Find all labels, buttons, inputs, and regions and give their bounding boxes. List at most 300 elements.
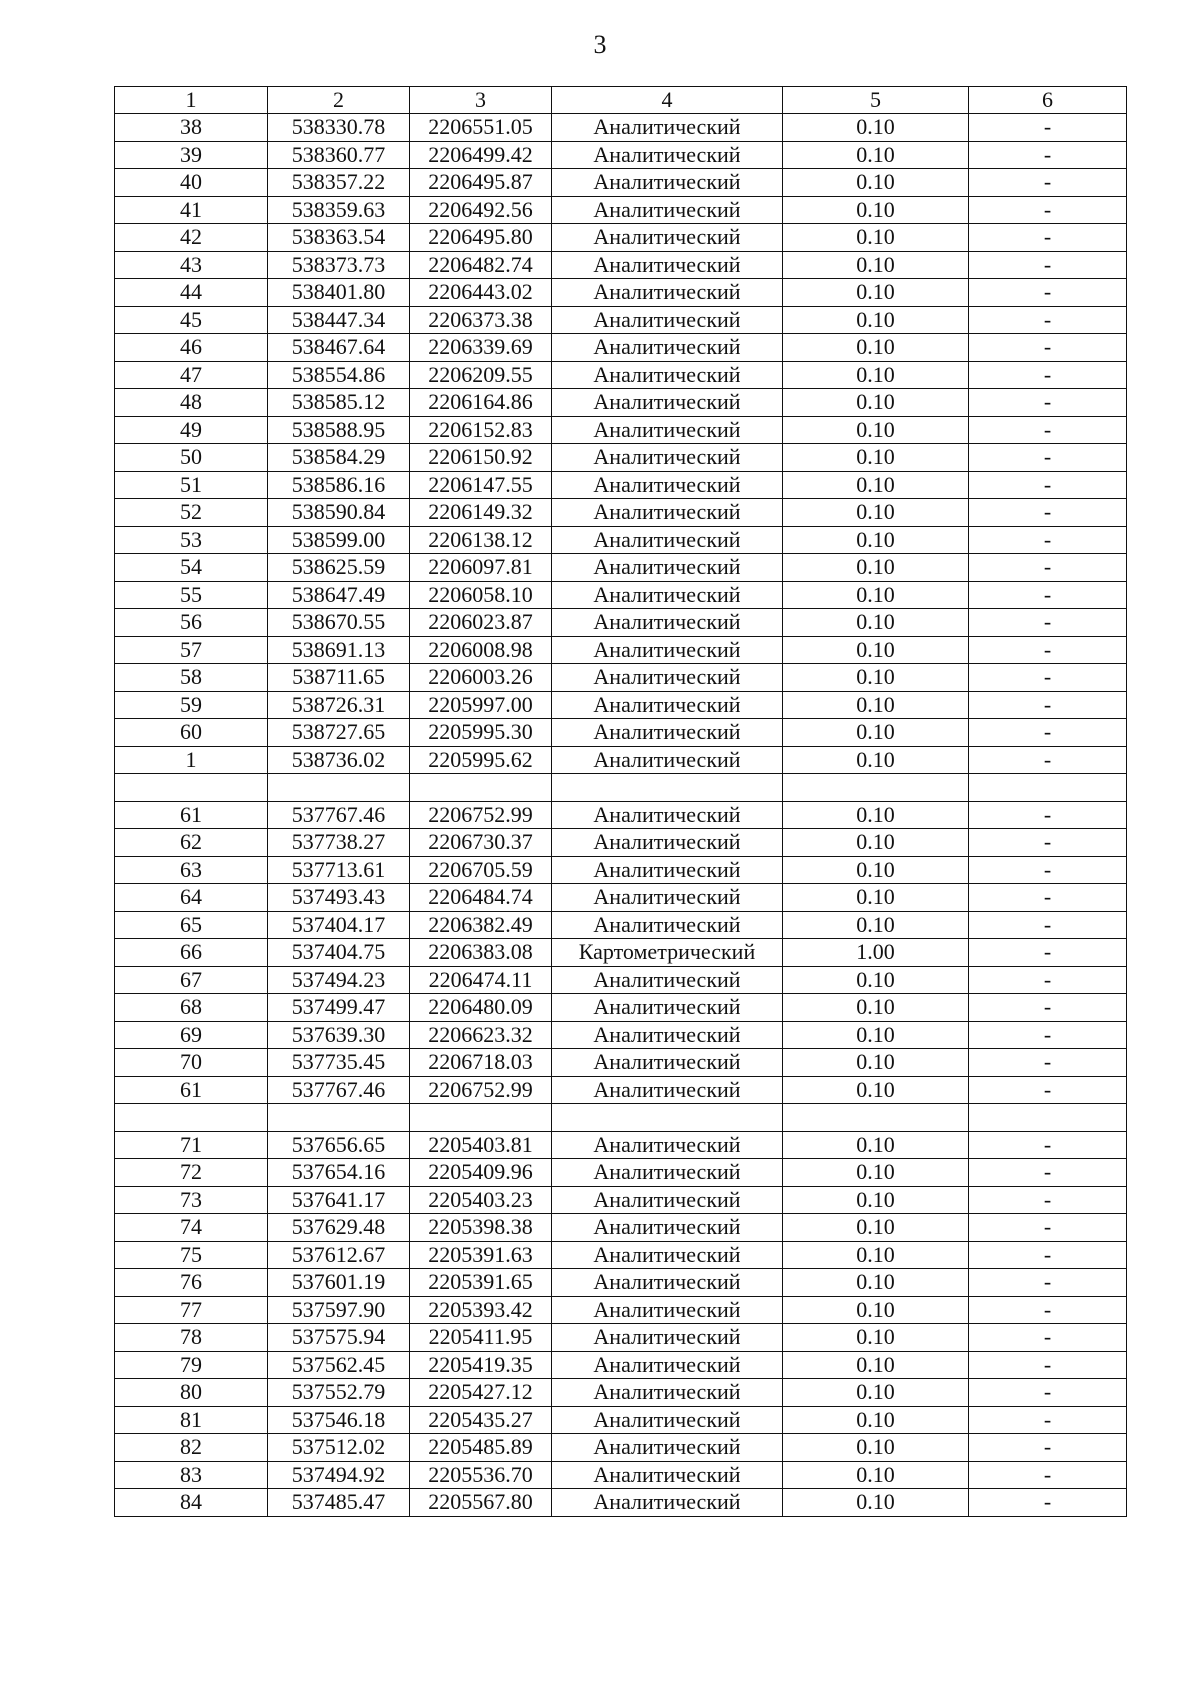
accuracy-cell: 0.10 xyxy=(783,829,969,857)
point-number-cell: 78 xyxy=(115,1324,268,1352)
table-row xyxy=(115,1186,1127,1214)
x-coordinate-cell: 538691.13 xyxy=(268,636,410,664)
accuracy-cell: 0.10 xyxy=(783,609,969,637)
point-number-cell: 80 xyxy=(115,1379,268,1407)
y-coordinate-cell: 2206003.26 xyxy=(410,664,552,692)
accuracy-cell xyxy=(783,774,969,802)
table-row xyxy=(115,334,1127,362)
accuracy-cell: 0.10 xyxy=(783,169,969,197)
accuracy-cell: 0.10 xyxy=(783,471,969,499)
accuracy-cell: 0.10 xyxy=(783,196,969,224)
note-cell: - xyxy=(969,169,1127,197)
note-cell: - xyxy=(969,251,1127,279)
method-cell: Аналитический xyxy=(552,141,783,169)
x-coordinate-cell: 538359.63 xyxy=(268,196,410,224)
x-coordinate-cell: 537575.94 xyxy=(268,1324,410,1352)
x-coordinate-cell: 538599.00 xyxy=(268,526,410,554)
x-coordinate-cell: 537639.30 xyxy=(268,1021,410,1049)
accuracy-cell: 0.10 xyxy=(783,1131,969,1159)
method-cell: Аналитический xyxy=(552,1159,783,1187)
method-cell: Картометрический xyxy=(552,939,783,967)
point-number-cell: 47 xyxy=(115,361,268,389)
point-number-cell: 58 xyxy=(115,664,268,692)
y-coordinate-cell: 2206209.55 xyxy=(410,361,552,389)
table-row xyxy=(115,169,1127,197)
point-number-cell: 74 xyxy=(115,1214,268,1242)
y-coordinate-cell: 2205995.62 xyxy=(410,746,552,774)
point-number-cell: 71 xyxy=(115,1131,268,1159)
point-number-cell: 51 xyxy=(115,471,268,499)
point-number-cell: 68 xyxy=(115,994,268,1022)
table-row xyxy=(115,499,1127,527)
accuracy-cell: 0.10 xyxy=(783,801,969,829)
table-row xyxy=(115,609,1127,637)
method-cell: Аналитический xyxy=(552,746,783,774)
x-coordinate-cell: 537629.48 xyxy=(268,1214,410,1242)
note-cell: - xyxy=(969,609,1127,637)
note-cell: - xyxy=(969,224,1127,252)
table-row xyxy=(115,746,1127,774)
accuracy-cell: 0.10 xyxy=(783,1351,969,1379)
x-coordinate-cell: 538363.54 xyxy=(268,224,410,252)
y-coordinate-cell: 2205536.70 xyxy=(410,1461,552,1489)
y-coordinate-cell: 2206164.86 xyxy=(410,389,552,417)
x-coordinate-cell: 538360.77 xyxy=(268,141,410,169)
note-cell: - xyxy=(969,994,1127,1022)
y-coordinate-cell: 2206058.10 xyxy=(410,581,552,609)
note-cell: - xyxy=(969,279,1127,307)
method-cell: Аналитический xyxy=(552,1324,783,1352)
table-separator-row xyxy=(115,774,1127,802)
point-number-cell: 39 xyxy=(115,141,268,169)
table-row xyxy=(115,114,1127,142)
table-row xyxy=(115,1269,1127,1297)
accuracy-cell: 0.10 xyxy=(783,1049,969,1077)
x-coordinate-cell: 538670.55 xyxy=(268,609,410,637)
x-coordinate-cell: 537494.23 xyxy=(268,966,410,994)
method-cell xyxy=(552,774,783,802)
point-number-cell: 52 xyxy=(115,499,268,527)
accuracy-cell: 0.10 xyxy=(783,306,969,334)
table-row xyxy=(115,1324,1127,1352)
y-coordinate-cell: 2205398.38 xyxy=(410,1214,552,1242)
x-coordinate-cell: 538585.12 xyxy=(268,389,410,417)
note-cell: - xyxy=(969,719,1127,747)
x-coordinate-cell: 538357.22 xyxy=(268,169,410,197)
method-cell: Аналитический xyxy=(552,1406,783,1434)
note-cell: - xyxy=(969,334,1127,362)
table-row xyxy=(115,141,1127,169)
x-coordinate-cell: 537654.16 xyxy=(268,1159,410,1187)
point-number-cell: 48 xyxy=(115,389,268,417)
note-cell: - xyxy=(969,884,1127,912)
x-coordinate-cell: 538584.29 xyxy=(268,444,410,472)
column-header-4: 4 xyxy=(552,87,783,114)
note-cell: - xyxy=(969,966,1127,994)
table-row xyxy=(115,856,1127,884)
table-row xyxy=(115,1076,1127,1104)
x-coordinate-cell: 537499.47 xyxy=(268,994,410,1022)
x-coordinate-cell: 538586.16 xyxy=(268,471,410,499)
note-cell: - xyxy=(969,1351,1127,1379)
method-cell: Аналитический xyxy=(552,994,783,1022)
point-number-cell: 50 xyxy=(115,444,268,472)
table-row xyxy=(115,911,1127,939)
table-row xyxy=(115,196,1127,224)
table-row xyxy=(115,1461,1127,1489)
table-row xyxy=(115,389,1127,417)
y-coordinate-cell: 2206752.99 xyxy=(410,801,552,829)
point-number-cell: 61 xyxy=(115,1076,268,1104)
table-row xyxy=(115,719,1127,747)
y-coordinate-cell: 2206443.02 xyxy=(410,279,552,307)
x-coordinate-cell: 537552.79 xyxy=(268,1379,410,1407)
x-coordinate-cell: 538401.80 xyxy=(268,279,410,307)
note-cell: - xyxy=(969,1076,1127,1104)
method-cell: Аналитический xyxy=(552,1461,783,1489)
point-number-cell: 81 xyxy=(115,1406,268,1434)
point-number-cell: 44 xyxy=(115,279,268,307)
accuracy-cell: 0.10 xyxy=(783,719,969,747)
method-cell: Аналитический xyxy=(552,664,783,692)
y-coordinate-cell: 2206138.12 xyxy=(410,526,552,554)
point-number-cell: 63 xyxy=(115,856,268,884)
point-number-cell: 65 xyxy=(115,911,268,939)
table-row xyxy=(115,1379,1127,1407)
x-coordinate-cell: 538736.02 xyxy=(268,746,410,774)
table-row xyxy=(115,801,1127,829)
y-coordinate-cell: 2206149.32 xyxy=(410,499,552,527)
accuracy-cell: 0.10 xyxy=(783,664,969,692)
table-row xyxy=(115,1214,1127,1242)
method-cell: Аналитический xyxy=(552,1076,783,1104)
method-cell: Аналитический xyxy=(552,526,783,554)
method-cell: Аналитический xyxy=(552,1021,783,1049)
x-coordinate-cell: 537546.18 xyxy=(268,1406,410,1434)
method-cell: Аналитический xyxy=(552,279,783,307)
accuracy-cell: 0.10 xyxy=(783,1186,969,1214)
note-cell: - xyxy=(969,416,1127,444)
method-cell xyxy=(552,1104,783,1132)
accuracy-cell: 0.10 xyxy=(783,114,969,142)
point-number-cell: 1 xyxy=(115,746,268,774)
note-cell: - xyxy=(969,361,1127,389)
point-number-cell: 73 xyxy=(115,1186,268,1214)
accuracy-cell: 0.10 xyxy=(783,1406,969,1434)
y-coordinate-cell: 2206623.32 xyxy=(410,1021,552,1049)
y-coordinate-cell: 2206495.80 xyxy=(410,224,552,252)
accuracy-cell: 0.10 xyxy=(783,499,969,527)
table-row xyxy=(115,1489,1127,1517)
accuracy-cell: 0.10 xyxy=(783,966,969,994)
column-header-1: 1 xyxy=(115,87,268,114)
x-coordinate-cell: 537767.46 xyxy=(268,801,410,829)
method-cell: Аналитический xyxy=(552,1351,783,1379)
y-coordinate-cell xyxy=(410,774,552,802)
y-coordinate-cell: 2206499.42 xyxy=(410,141,552,169)
accuracy-cell: 0.10 xyxy=(783,224,969,252)
accuracy-cell: 0.10 xyxy=(783,1324,969,1352)
column-header-3: 3 xyxy=(410,87,552,114)
y-coordinate-cell: 2206718.03 xyxy=(410,1049,552,1077)
point-number-cell: 79 xyxy=(115,1351,268,1379)
accuracy-cell: 0.10 xyxy=(783,526,969,554)
note-cell: - xyxy=(969,746,1127,774)
table-row xyxy=(115,829,1127,857)
note-cell: - xyxy=(969,1049,1127,1077)
y-coordinate-cell: 2205419.35 xyxy=(410,1351,552,1379)
y-coordinate-cell: 2206147.55 xyxy=(410,471,552,499)
accuracy-cell xyxy=(783,1104,969,1132)
method-cell: Аналитический xyxy=(552,251,783,279)
note-cell: - xyxy=(969,1159,1127,1187)
note-cell: - xyxy=(969,554,1127,582)
coordinates-table-body xyxy=(115,87,1127,1517)
accuracy-cell: 0.10 xyxy=(783,911,969,939)
note-cell: - xyxy=(969,856,1127,884)
method-cell: Аналитический xyxy=(552,416,783,444)
y-coordinate-cell: 2205435.27 xyxy=(410,1406,552,1434)
y-coordinate-cell: 2206705.59 xyxy=(410,856,552,884)
method-cell: Аналитический xyxy=(552,966,783,994)
y-coordinate-cell: 2206480.09 xyxy=(410,994,552,1022)
note-cell: - xyxy=(969,114,1127,142)
y-coordinate-cell: 2206730.37 xyxy=(410,829,552,857)
point-number-cell: 77 xyxy=(115,1296,268,1324)
note-cell: - xyxy=(969,1131,1127,1159)
accuracy-cell: 0.10 xyxy=(783,636,969,664)
method-cell: Аналитический xyxy=(552,169,783,197)
note-cell: - xyxy=(969,389,1127,417)
note-cell: - xyxy=(969,1269,1127,1297)
y-coordinate-cell: 2205997.00 xyxy=(410,691,552,719)
y-coordinate-cell: 2206492.56 xyxy=(410,196,552,224)
table-row xyxy=(115,361,1127,389)
note-cell: - xyxy=(969,1406,1127,1434)
point-number-cell: 56 xyxy=(115,609,268,637)
y-coordinate-cell: 2206474.11 xyxy=(410,966,552,994)
method-cell: Аналитический xyxy=(552,1379,783,1407)
point-number-cell: 40 xyxy=(115,169,268,197)
point-number-cell: 53 xyxy=(115,526,268,554)
x-coordinate-cell: 537713.61 xyxy=(268,856,410,884)
method-cell: Аналитический xyxy=(552,1049,783,1077)
accuracy-cell: 0.10 xyxy=(783,581,969,609)
method-cell: Аналитический xyxy=(552,1269,783,1297)
table-row xyxy=(115,636,1127,664)
method-cell: Аналитический xyxy=(552,609,783,637)
note-cell: - xyxy=(969,1296,1127,1324)
table-row xyxy=(115,224,1127,252)
note-cell: - xyxy=(969,196,1127,224)
point-number-cell: 66 xyxy=(115,939,268,967)
accuracy-cell: 0.10 xyxy=(783,554,969,582)
note-cell: - xyxy=(969,1379,1127,1407)
accuracy-cell: 0.10 xyxy=(783,1241,969,1269)
y-coordinate-cell: 2206152.83 xyxy=(410,416,552,444)
table-row xyxy=(115,939,1127,967)
point-number-cell xyxy=(115,774,268,802)
x-coordinate-cell: 538727.65 xyxy=(268,719,410,747)
method-cell: Аналитический xyxy=(552,829,783,857)
method-cell: Аналитический xyxy=(552,581,783,609)
accuracy-cell: 0.10 xyxy=(783,361,969,389)
note-cell: - xyxy=(969,829,1127,857)
table-row xyxy=(115,691,1127,719)
x-coordinate-cell: 537512.02 xyxy=(268,1434,410,1462)
coordinates-table xyxy=(114,86,1127,1517)
table-separator-row xyxy=(115,1104,1127,1132)
point-number-cell: 67 xyxy=(115,966,268,994)
x-coordinate-cell: 537404.17 xyxy=(268,911,410,939)
method-cell: Аналитический xyxy=(552,911,783,939)
accuracy-cell: 0.10 xyxy=(783,1269,969,1297)
note-cell: - xyxy=(969,306,1127,334)
method-cell: Аналитический xyxy=(552,389,783,417)
x-coordinate-cell: 538373.73 xyxy=(268,251,410,279)
y-coordinate-cell: 2205403.23 xyxy=(410,1186,552,1214)
x-coordinate-cell: 537612.67 xyxy=(268,1241,410,1269)
table-row xyxy=(115,471,1127,499)
accuracy-cell: 0.10 xyxy=(783,251,969,279)
method-cell: Аналитический xyxy=(552,1241,783,1269)
point-number-cell: 57 xyxy=(115,636,268,664)
accuracy-cell: 0.10 xyxy=(783,691,969,719)
column-header-5: 5 xyxy=(783,87,969,114)
point-number-cell: 75 xyxy=(115,1241,268,1269)
method-cell: Аналитический xyxy=(552,361,783,389)
y-coordinate-cell: 2206339.69 xyxy=(410,334,552,362)
method-cell: Аналитический xyxy=(552,196,783,224)
method-cell: Аналитический xyxy=(552,801,783,829)
x-coordinate-cell: 538447.34 xyxy=(268,306,410,334)
x-coordinate-cell: 537735.45 xyxy=(268,1049,410,1077)
table-row xyxy=(115,994,1127,1022)
method-cell: Аналитический xyxy=(552,224,783,252)
point-number-cell: 61 xyxy=(115,801,268,829)
y-coordinate-cell: 2206008.98 xyxy=(410,636,552,664)
accuracy-cell: 0.10 xyxy=(783,1076,969,1104)
method-cell: Аналитический xyxy=(552,1214,783,1242)
table-row xyxy=(115,526,1127,554)
accuracy-cell: 0.10 xyxy=(783,1214,969,1242)
y-coordinate-cell: 2206023.87 xyxy=(410,609,552,637)
accuracy-cell: 0.10 xyxy=(783,746,969,774)
y-coordinate-cell: 2206373.38 xyxy=(410,306,552,334)
point-number-cell: 43 xyxy=(115,251,268,279)
method-cell: Аналитический xyxy=(552,856,783,884)
table-row xyxy=(115,279,1127,307)
method-cell: Аналитический xyxy=(552,1186,783,1214)
accuracy-cell: 0.10 xyxy=(783,1461,969,1489)
note-cell: - xyxy=(969,911,1127,939)
method-cell: Аналитический xyxy=(552,499,783,527)
x-coordinate-cell: 538588.95 xyxy=(268,416,410,444)
note-cell xyxy=(969,774,1127,802)
accuracy-cell: 0.10 xyxy=(783,856,969,884)
x-coordinate-cell: 537656.65 xyxy=(268,1131,410,1159)
note-cell: - xyxy=(969,691,1127,719)
table-row xyxy=(115,1159,1127,1187)
point-number-cell: 76 xyxy=(115,1269,268,1297)
x-coordinate-cell: 537738.27 xyxy=(268,829,410,857)
note-cell: - xyxy=(969,141,1127,169)
note-cell: - xyxy=(969,471,1127,499)
table-row xyxy=(115,966,1127,994)
x-coordinate-cell: 538590.84 xyxy=(268,499,410,527)
accuracy-cell: 0.10 xyxy=(783,1489,969,1517)
x-coordinate-cell xyxy=(268,774,410,802)
accuracy-cell: 0.10 xyxy=(783,994,969,1022)
note-cell: - xyxy=(969,1214,1127,1242)
method-cell: Аналитический xyxy=(552,1489,783,1517)
point-number-cell xyxy=(115,1104,268,1132)
y-coordinate-cell: 2205409.96 xyxy=(410,1159,552,1187)
x-coordinate-cell: 538467.64 xyxy=(268,334,410,362)
method-cell: Аналитический xyxy=(552,334,783,362)
y-coordinate-cell: 2206383.08 xyxy=(410,939,552,967)
x-coordinate-cell: 538625.59 xyxy=(268,554,410,582)
x-coordinate-cell: 538726.31 xyxy=(268,691,410,719)
point-number-cell: 42 xyxy=(115,224,268,252)
point-number-cell: 49 xyxy=(115,416,268,444)
note-cell: - xyxy=(969,581,1127,609)
y-coordinate-cell: 2205427.12 xyxy=(410,1379,552,1407)
method-cell: Аналитический xyxy=(552,636,783,664)
y-coordinate-cell: 2206097.81 xyxy=(410,554,552,582)
y-coordinate-cell: 2205995.30 xyxy=(410,719,552,747)
method-cell: Аналитический xyxy=(552,1434,783,1462)
note-cell: - xyxy=(969,664,1127,692)
x-coordinate-cell: 537404.75 xyxy=(268,939,410,967)
point-number-cell: 83 xyxy=(115,1461,268,1489)
table-row xyxy=(115,1434,1127,1462)
y-coordinate-cell: 2205393.42 xyxy=(410,1296,552,1324)
method-cell: Аналитический xyxy=(552,884,783,912)
x-coordinate-cell: 537493.43 xyxy=(268,884,410,912)
accuracy-cell: 0.10 xyxy=(783,1159,969,1187)
note-cell: - xyxy=(969,499,1127,527)
table-row xyxy=(115,251,1127,279)
y-coordinate-cell: 2205391.63 xyxy=(410,1241,552,1269)
accuracy-cell: 0.10 xyxy=(783,1021,969,1049)
accuracy-cell: 0.10 xyxy=(783,279,969,307)
accuracy-cell: 0.10 xyxy=(783,884,969,912)
note-cell: - xyxy=(969,1186,1127,1214)
x-coordinate-cell: 538330.78 xyxy=(268,114,410,142)
x-coordinate-cell: 538647.49 xyxy=(268,581,410,609)
y-coordinate-cell: 2206382.49 xyxy=(410,911,552,939)
x-coordinate-cell: 537562.45 xyxy=(268,1351,410,1379)
method-cell: Аналитический xyxy=(552,306,783,334)
accuracy-cell: 0.10 xyxy=(783,1379,969,1407)
table-row xyxy=(115,444,1127,472)
note-cell: - xyxy=(969,1461,1127,1489)
table-row xyxy=(115,1241,1127,1269)
accuracy-cell: 1.00 xyxy=(783,939,969,967)
x-coordinate-cell: 537641.17 xyxy=(268,1186,410,1214)
y-coordinate-cell: 2206150.92 xyxy=(410,444,552,472)
x-coordinate-cell: 537767.46 xyxy=(268,1076,410,1104)
point-number-cell: 55 xyxy=(115,581,268,609)
table-row xyxy=(115,884,1127,912)
method-cell: Аналитический xyxy=(552,554,783,582)
x-coordinate-cell: 538711.65 xyxy=(268,664,410,692)
y-coordinate-cell: 2205567.80 xyxy=(410,1489,552,1517)
note-cell: - xyxy=(969,444,1127,472)
note-cell: - xyxy=(969,1489,1127,1517)
method-cell: Аналитический xyxy=(552,691,783,719)
